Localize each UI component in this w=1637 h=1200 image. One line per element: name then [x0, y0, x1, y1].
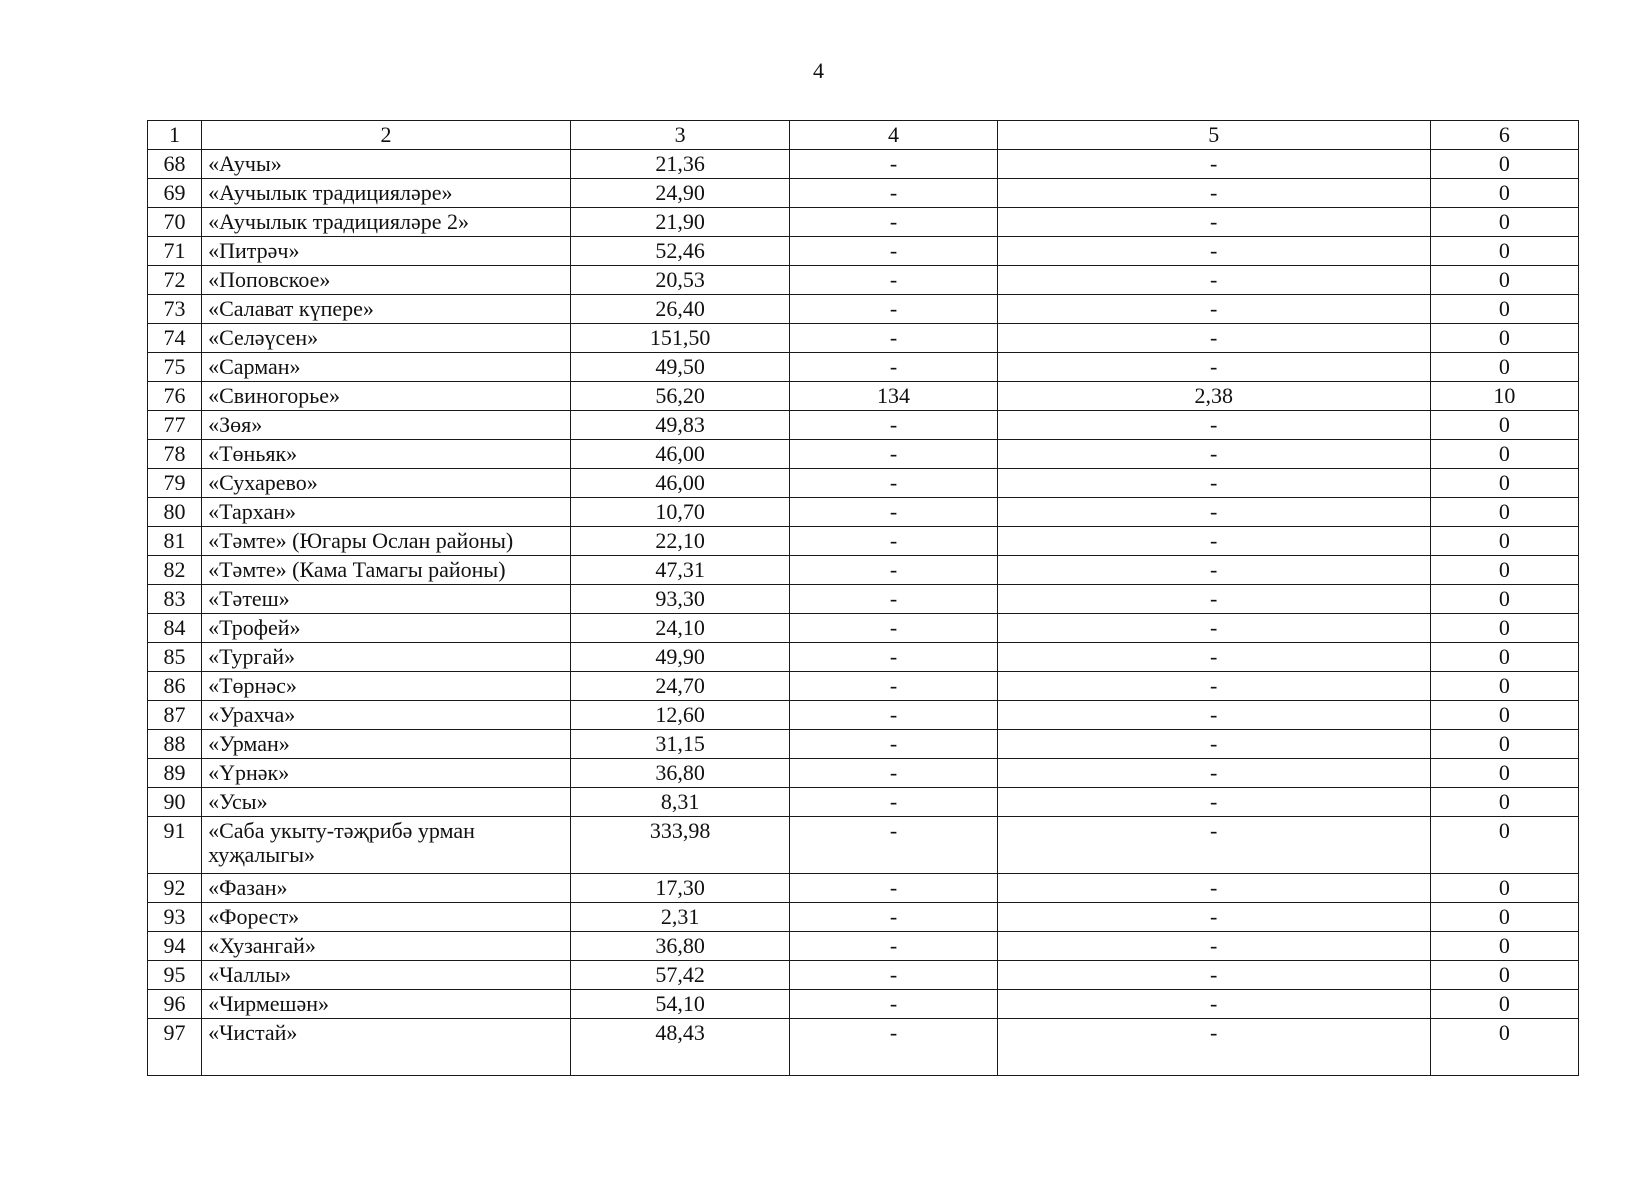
row-number: 82 — [148, 556, 202, 585]
row-number: 80 — [148, 498, 202, 527]
row-col5-value: - — [997, 874, 1430, 903]
row-col3-value: 17,30 — [570, 874, 789, 903]
row-number: 90 — [148, 788, 202, 817]
row-col4-value: - — [790, 353, 997, 382]
row-name: «Свиногорье» — [202, 382, 571, 411]
row-name: «Усы» — [202, 788, 571, 817]
row-col5-value: - — [997, 179, 1430, 208]
row-col4-value: - — [790, 874, 997, 903]
row-col5-value: - — [997, 817, 1430, 874]
row-col5-value: - — [997, 208, 1430, 237]
row-col5-value: - — [997, 585, 1430, 614]
row-col5-value: - — [997, 266, 1430, 295]
row-name: «Тәтеш» — [202, 585, 571, 614]
table-row — [148, 295, 1579, 324]
row-col5-value: - — [997, 353, 1430, 382]
row-col3-value: 57,42 — [570, 961, 789, 990]
row-number: 85 — [148, 643, 202, 672]
row-name: «Чистай» — [202, 1019, 571, 1076]
row-number: 73 — [148, 295, 202, 324]
row-name: «Урман» — [202, 730, 571, 759]
row-col3-value: 151,50 — [570, 324, 789, 353]
row-number: 77 — [148, 411, 202, 440]
row-col6-value: 10 — [1430, 382, 1578, 411]
row-number: 76 — [148, 382, 202, 411]
table-row — [148, 730, 1579, 759]
row-col3-value: 47,31 — [570, 556, 789, 585]
row-name: «Сарман» — [202, 353, 571, 382]
row-col5-value: - — [997, 903, 1430, 932]
row-col5-value: - — [997, 527, 1430, 556]
row-name: «Трофей» — [202, 614, 571, 643]
row-col3-value: 49,50 — [570, 353, 789, 382]
row-col6-value: 0 — [1430, 556, 1578, 585]
row-col6-value: 0 — [1430, 585, 1578, 614]
row-col4-value: - — [790, 208, 997, 237]
row-col6-value: 0 — [1430, 150, 1578, 179]
table-row — [148, 150, 1579, 179]
row-col5-value: - — [997, 295, 1430, 324]
row-col3-value: 10,70 — [570, 498, 789, 527]
column-header-2: 2 — [202, 121, 571, 150]
row-number: 88 — [148, 730, 202, 759]
row-name: «Аучылык традицияләре» — [202, 179, 571, 208]
row-col6-value: 0 — [1430, 990, 1578, 1019]
table-row — [148, 266, 1579, 295]
row-name: «Сухарево» — [202, 469, 571, 498]
row-col5-value: - — [997, 498, 1430, 527]
row-col6-value: 0 — [1430, 643, 1578, 672]
row-col5-value: - — [997, 324, 1430, 353]
row-col5-value: - — [997, 672, 1430, 701]
row-col3-value: 48,43 — [570, 1019, 789, 1076]
row-col4-value: - — [790, 643, 997, 672]
table-row — [148, 903, 1579, 932]
row-name: «Хузангай» — [202, 932, 571, 961]
table-row — [148, 759, 1579, 788]
row-col5-value: - — [997, 643, 1430, 672]
row-col6-value: 0 — [1430, 788, 1578, 817]
row-number: 89 — [148, 759, 202, 788]
row-number: 87 — [148, 701, 202, 730]
row-col4-value: - — [790, 614, 997, 643]
row-col4-value: - — [790, 1019, 997, 1076]
row-col4-value: - — [790, 817, 997, 874]
table-row — [148, 1019, 1579, 1076]
row-col4-value: - — [790, 903, 997, 932]
row-name: «Салават күпере» — [202, 295, 571, 324]
row-col4-value: - — [790, 759, 997, 788]
table-row — [148, 324, 1579, 353]
row-col6-value: 0 — [1430, 237, 1578, 266]
row-col4-value: - — [790, 295, 997, 324]
row-number: 78 — [148, 440, 202, 469]
row-name: «Селәүсен» — [202, 324, 571, 353]
row-col6-value: 0 — [1430, 903, 1578, 932]
row-col3-value: 12,60 — [570, 701, 789, 730]
row-col6-value: 0 — [1430, 295, 1578, 324]
row-col5-value: - — [997, 788, 1430, 817]
row-col5-value: - — [997, 932, 1430, 961]
table-body — [148, 150, 1579, 1076]
row-col4-value: - — [790, 990, 997, 1019]
row-col5-value: - — [997, 150, 1430, 179]
row-col3-value: 36,80 — [570, 932, 789, 961]
table-row — [148, 382, 1579, 411]
row-col3-value: 46,00 — [570, 469, 789, 498]
row-col4-value: - — [790, 440, 997, 469]
row-number: 97 — [148, 1019, 202, 1076]
row-col3-value: 46,00 — [570, 440, 789, 469]
row-number: 91 — [148, 817, 202, 874]
table-row — [148, 469, 1579, 498]
column-header-4: 4 — [790, 121, 997, 150]
row-col5-value: - — [997, 961, 1430, 990]
row-col6-value: 0 — [1430, 701, 1578, 730]
row-name: «Зөя» — [202, 411, 571, 440]
row-col5-value: - — [997, 411, 1430, 440]
page-number: 4 — [813, 58, 824, 83]
table-row — [148, 701, 1579, 730]
row-col4-value: - — [790, 701, 997, 730]
table-row — [148, 208, 1579, 237]
column-header-5: 5 — [997, 121, 1430, 150]
row-col4-value: - — [790, 411, 997, 440]
table-row — [148, 672, 1579, 701]
row-col6-value: 0 — [1430, 498, 1578, 527]
table-row — [148, 614, 1579, 643]
row-name: «Үрнәк» — [202, 759, 571, 788]
row-col5-value: - — [997, 701, 1430, 730]
table-row — [148, 527, 1579, 556]
row-name: «Саба укыту-тәҗрибә урман хуҗалыгы» — [202, 817, 571, 874]
row-col3-value: 20,53 — [570, 266, 789, 295]
row-name: «Фазан» — [202, 874, 571, 903]
row-col4-value: - — [790, 150, 997, 179]
row-col3-value: 49,90 — [570, 643, 789, 672]
row-col6-value: 0 — [1430, 527, 1578, 556]
row-col4-value: - — [790, 498, 997, 527]
row-col4-value: 134 — [790, 382, 997, 411]
row-col3-value: 56,20 — [570, 382, 789, 411]
row-col6-value: 0 — [1430, 874, 1578, 903]
row-col3-value: 26,40 — [570, 295, 789, 324]
row-col4-value: - — [790, 961, 997, 990]
row-name: «Төрнәс» — [202, 672, 571, 701]
table-row — [148, 179, 1579, 208]
row-col5-value: - — [997, 469, 1430, 498]
row-number: 69 — [148, 179, 202, 208]
row-col6-value: 0 — [1430, 469, 1578, 498]
row-col5-value: - — [997, 440, 1430, 469]
table-row — [148, 643, 1579, 672]
row-col5-value: - — [997, 1019, 1430, 1076]
row-number: 79 — [148, 469, 202, 498]
row-number: 72 — [148, 266, 202, 295]
row-col6-value: 0 — [1430, 817, 1578, 874]
row-col4-value: - — [790, 179, 997, 208]
row-number: 70 — [148, 208, 202, 237]
row-name: «Аучылык традицияләре 2» — [202, 208, 571, 237]
row-col6-value: 0 — [1430, 208, 1578, 237]
row-col4-value: - — [790, 672, 997, 701]
data-table — [147, 120, 1579, 1076]
row-number: 68 — [148, 150, 202, 179]
row-number: 83 — [148, 585, 202, 614]
row-name: «Тархан» — [202, 498, 571, 527]
row-number: 86 — [148, 672, 202, 701]
row-col3-value: 2,31 — [570, 903, 789, 932]
row-col3-value: 24,90 — [570, 179, 789, 208]
row-number: 94 — [148, 932, 202, 961]
row-col6-value: 0 — [1430, 730, 1578, 759]
row-name: «Тургай» — [202, 643, 571, 672]
row-col6-value: 0 — [1430, 411, 1578, 440]
table-row — [148, 498, 1579, 527]
column-header-6: 6 — [1430, 121, 1578, 150]
table-row — [148, 556, 1579, 585]
row-number: 74 — [148, 324, 202, 353]
row-col5-value: 2,38 — [997, 382, 1430, 411]
row-col3-value: 21,90 — [570, 208, 789, 237]
row-col3-value: 22,10 — [570, 527, 789, 556]
row-col6-value: 0 — [1430, 961, 1578, 990]
row-col3-value: 21,36 — [570, 150, 789, 179]
row-number: 75 — [148, 353, 202, 382]
row-col3-value: 52,46 — [570, 237, 789, 266]
column-header-1: 1 — [148, 121, 202, 150]
row-name: «Урахча» — [202, 701, 571, 730]
table-row — [148, 961, 1579, 990]
row-col4-value: - — [790, 556, 997, 585]
row-col3-value: 333,98 — [570, 817, 789, 874]
row-col5-value: - — [997, 237, 1430, 266]
row-col5-value: - — [997, 556, 1430, 585]
row-col6-value: 0 — [1430, 672, 1578, 701]
row-col4-value: - — [790, 585, 997, 614]
row-name: «Питрәч» — [202, 237, 571, 266]
row-name: «Төньяк» — [202, 440, 571, 469]
row-col4-value: - — [790, 788, 997, 817]
table-row — [148, 932, 1579, 961]
row-col6-value: 0 — [1430, 266, 1578, 295]
row-name: «Тәмте» (Кама Тамагы районы) — [202, 556, 571, 585]
table-row — [148, 874, 1579, 903]
table-row — [148, 237, 1579, 266]
row-number: 81 — [148, 527, 202, 556]
row-col6-value: 0 — [1430, 614, 1578, 643]
table-header — [148, 121, 1579, 150]
row-col3-value: 24,10 — [570, 614, 789, 643]
row-number: 71 — [148, 237, 202, 266]
row-col4-value: - — [790, 527, 997, 556]
row-col3-value: 36,80 — [570, 759, 789, 788]
row-number: 96 — [148, 990, 202, 1019]
column-header-3: 3 — [570, 121, 789, 150]
row-number: 92 — [148, 874, 202, 903]
table-row — [148, 585, 1579, 614]
row-col4-value: - — [790, 266, 997, 295]
row-col5-value: - — [997, 730, 1430, 759]
row-col4-value: - — [790, 324, 997, 353]
row-col5-value: - — [997, 759, 1430, 788]
row-col6-value: 0 — [1430, 440, 1578, 469]
table-row — [148, 411, 1579, 440]
row-col3-value: 8,31 — [570, 788, 789, 817]
row-col3-value: 54,10 — [570, 990, 789, 1019]
row-col3-value: 24,70 — [570, 672, 789, 701]
row-name: «Аучы» — [202, 150, 571, 179]
table-row — [148, 353, 1579, 382]
row-col4-value: - — [790, 730, 997, 759]
row-col3-value: 49,83 — [570, 411, 789, 440]
row-name: «Чаллы» — [202, 961, 571, 990]
row-name: «Форест» — [202, 903, 571, 932]
row-col6-value: 0 — [1430, 1019, 1578, 1076]
row-number: 93 — [148, 903, 202, 932]
row-col6-value: 0 — [1430, 179, 1578, 208]
row-col3-value: 93,30 — [570, 585, 789, 614]
row-col6-value: 0 — [1430, 759, 1578, 788]
row-col4-value: - — [790, 237, 997, 266]
table-row — [148, 440, 1579, 469]
table-row — [148, 817, 1579, 874]
table-row — [148, 990, 1579, 1019]
row-col5-value: - — [997, 990, 1430, 1019]
row-col3-value: 31,15 — [570, 730, 789, 759]
row-name: «Тәмте» (Югары Ослан районы) — [202, 527, 571, 556]
row-col5-value: - — [997, 614, 1430, 643]
row-col6-value: 0 — [1430, 324, 1578, 353]
row-number: 95 — [148, 961, 202, 990]
row-col4-value: - — [790, 932, 997, 961]
row-col6-value: 0 — [1430, 932, 1578, 961]
row-col4-value: - — [790, 469, 997, 498]
header-row — [148, 121, 1579, 150]
row-number: 84 — [148, 614, 202, 643]
row-col6-value: 0 — [1430, 353, 1578, 382]
row-name: «Чирмешән» — [202, 990, 571, 1019]
table-row — [148, 788, 1579, 817]
row-name: «Поповское» — [202, 266, 571, 295]
